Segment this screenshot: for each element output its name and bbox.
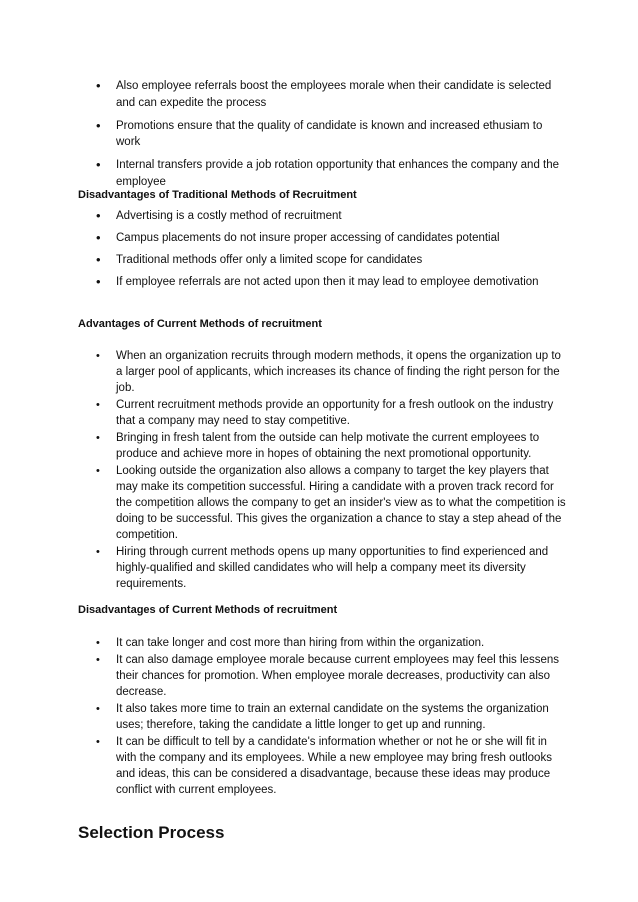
list-item: • It can take longer and cost more than hiring from within the organization. [0,635,638,651]
advantages-traditional-list [0,78,638,197]
list-item: • If employee referrals are not acted upon then it may lead to employee demotivation [0,274,638,291]
list-item: • Bringing in fresh talent from the outside can help motivate the current employees to produce and achieve more in hopes of obtaining the next promotional opportunity. [0,430,638,462]
list-item: • Traditional methods offer only a limited scope for candidates [0,252,638,269]
list-item: • It can also damage employee morale because current employees may feel this lessens their chances for promotion. When employee morale decreases, productivity can also decrease. [0,652,638,700]
selection-process-heading: Selection Process [78,823,225,842]
disadvantages-current-heading: Disadvantages of Current Methods of recruitment [78,604,338,616]
advantages-current-heading: Advantages of Current Methods of recruitment [78,318,322,330]
list-item: • Current recruitment methods provide an opportunity for a fresh outlook on the industry that a company may need to stay competitive. [0,397,638,429]
list-item: • It also takes more time to train an external candidate on the systems the organization uses; therefore, taking the candidate a little longer to get up and running. [0,701,638,733]
list-item: • Campus placements do not insure proper accessing of candidates potential [0,230,638,247]
list-item: • Internal transfers provide a job rotation opportunity that enhances the company and the employee [0,157,638,190]
list-item: • Looking outside the organization also allows a company to target the key players that may make its competition successful. Hiring a candidate with a proven track record for the competition allows the company to get an insider's view as to what the competition is doing to be successful. This gives the organization a chance to stay a step ahead of the competition. [0,463,638,543]
disadvantages-traditional-heading: Disadvantages of Traditional Methods of Recruitment [78,189,357,201]
list-item: • When an organization recruits through modern methods, it opens the organization up to a larger pool of applicants, which increases its chance of finding the right person for the job. [0,348,638,396]
list-item: • It can be difficult to tell by a candidate's information whether or not he or she will fit in with the company and its employees. While a new employee may bring fresh outlooks and ideas, this can be considered a disadvantage, because these ideas may produce conflict with current employees. [0,734,638,798]
list-item: • Advertising is a costly method of recruitment [0,208,638,225]
disadvantages-traditional-list [0,208,638,296]
list-item: • Also employee referrals boost the employees morale when their candidate is selected and can expedite the process [0,78,638,111]
list-item: • Hiring through current methods opens up many opportunities to find experienced and highly-qualified and skilled candidates who will help a company meet its diversity requirements. [0,544,638,592]
advantages-current-list [0,348,638,593]
list-item: • Promotions ensure that the quality of candidate is known and increased ethusiam to work [0,118,638,151]
disadvantages-current-list [0,635,638,799]
